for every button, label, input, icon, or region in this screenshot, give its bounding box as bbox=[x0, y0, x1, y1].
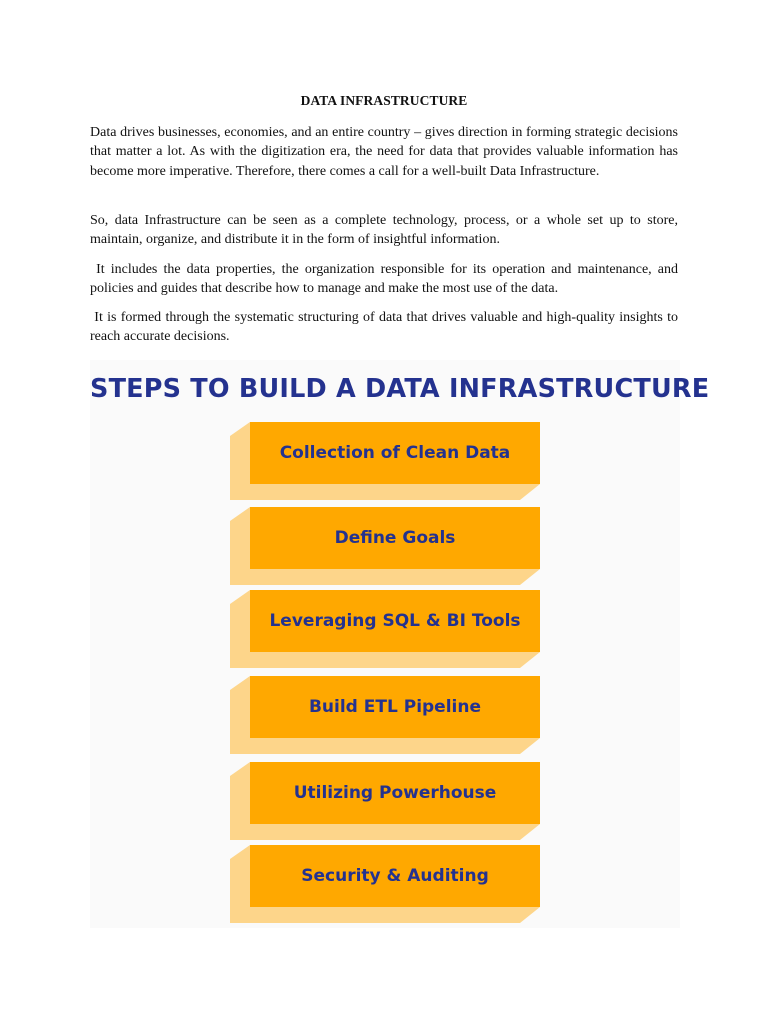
infographic bbox=[90, 360, 710, 928]
step-label: Utilizing Powerhouse bbox=[250, 762, 540, 824]
paragraph-4: It is formed through the systematic structuring of data that drives valuable and high-quality insights to reach accurate decisions. bbox=[90, 310, 678, 345]
infographic-title: STEPS TO BUILD A DATA INFRASTRUCTURE bbox=[90, 374, 710, 404]
step-utilizing-powerhouse bbox=[230, 762, 540, 840]
step-leveraging-sql-bi-tools bbox=[230, 590, 540, 668]
step-label: Collection of Clean Data bbox=[250, 422, 540, 484]
step-build-etl-pipeline bbox=[230, 676, 540, 754]
step-label: Define Goals bbox=[250, 507, 540, 569]
step-collection-of-clean-data bbox=[230, 422, 540, 500]
paragraph-1: Data drives businesses, economies, and an entire country – gives direction in forming strategic decisions that matter a lot. As with the digitization era, the need for data that provides valuable information has become more imperative. Therefore, there comes a call for a well-built Data Infrastructure. bbox=[90, 125, 678, 179]
paragraph-3: It includes the data properties, the organization responsible for its operation and maintenance, and policies and guides that describe how to manage and make the most use of the data. bbox=[90, 262, 678, 297]
step-label: Build ETL Pipeline bbox=[250, 676, 540, 738]
step-define-goals bbox=[230, 507, 540, 585]
paragraph-2: So, data Infrastructure can be seen as a complete technology, process, or a whole set up to store, maintain, organize, and distribute it in the form of insightful information. bbox=[90, 213, 678, 248]
step-label: Security & Auditing bbox=[250, 845, 540, 907]
step-security-auditing bbox=[230, 845, 540, 923]
document-title: DATA INFRASTRUCTURE bbox=[300, 93, 468, 108]
step-label: Leveraging SQL & BI Tools bbox=[250, 590, 540, 652]
